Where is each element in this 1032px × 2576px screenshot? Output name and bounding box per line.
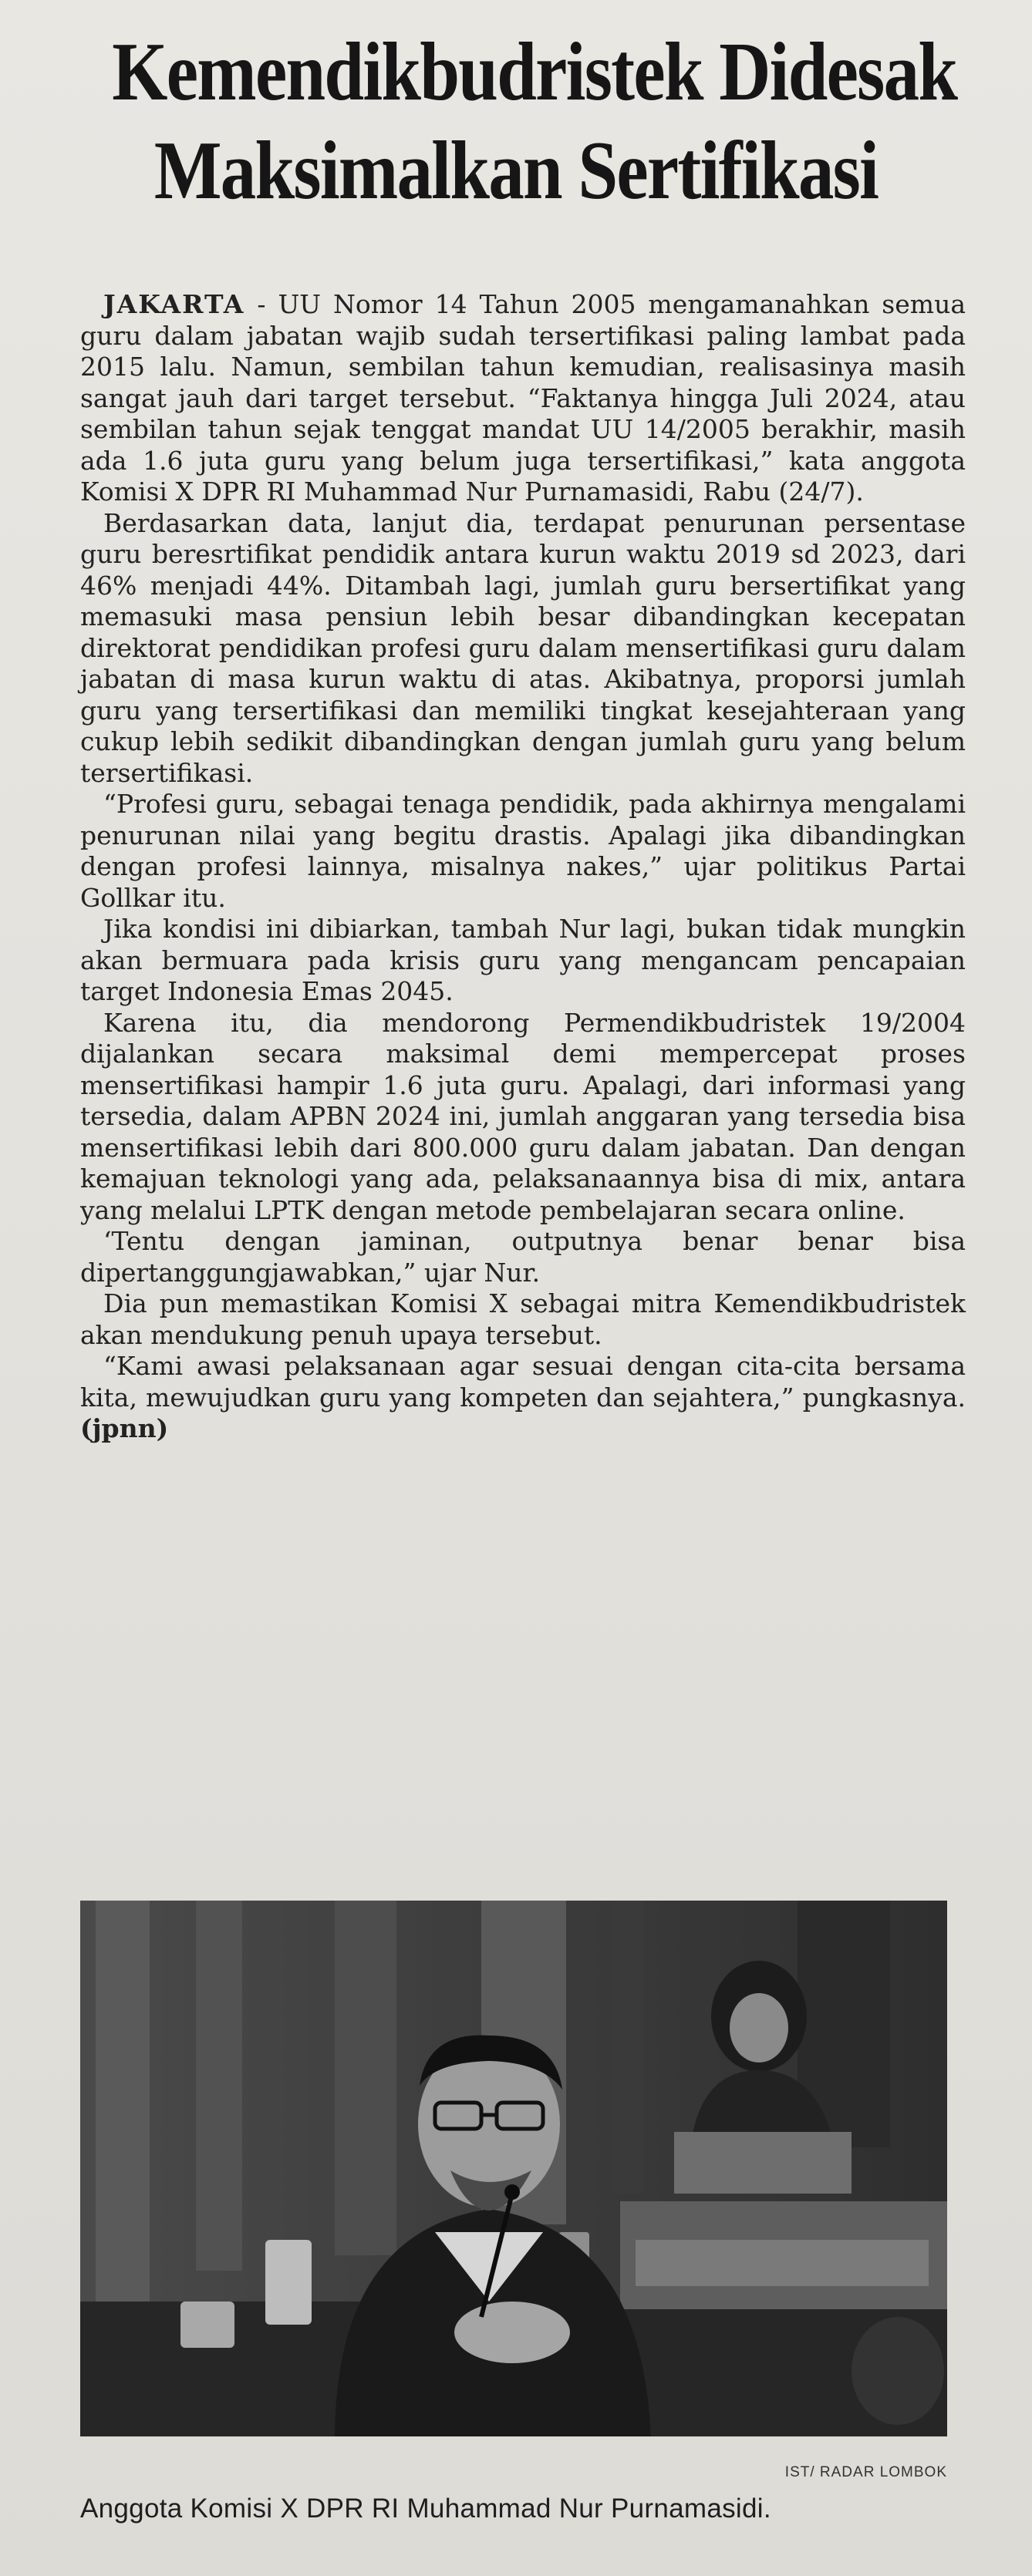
article-body (80, 289, 966, 1445)
paragraph: “Profesi guru, sebagai tenaga pendidik, pada akhirnya mengalami penurunan nilai yang begitu drastis. Apalagi jika dibandingkan dengan profesi lainnya, misalnya nakes,” ujar politikus Partai Gollkar itu. (80, 789, 966, 913)
photo-credit: IST/ RADAR LOMBOK (784, 2464, 947, 2480)
paragraph: Dia pun memastikan Komisi X sebagai mitra Kemendikbudristek akan mendukung penuh upaya tersebut. (80, 1288, 966, 1350)
closing-text: “Kami awasi pelaksanaan agar sesuai dengan cita-cita bersama kita, mewujudkan guru yang kompeten dan sejahtera,” pungkasnya. (80, 1351, 966, 1413)
paragraph: ‘Tentu dengan jaminan, outputnya benar benar bisa dipertanggungjawabkan,” ujar Nur. (80, 1226, 966, 1288)
photo-caption: Anggota Komisi X DPR RI Muhammad Nur Purnamasidi. (80, 2494, 771, 2524)
paragraph: Berdasarkan data, lanjut dia, terdapat penurunan persentase guru beresrtifikat pendidik antara kurun waktu 2019 sd 2023, dari 46% menjadi 44%. Ditambah lagi, jumlah guru bersertifikat yang memasuki masa pensiun lebih besar dibandingkan kecepatan direktorat pendidikan profesi guru dalam mensertifikasi guru dalam jabatan di masa kurun waktu di atas. Akibatnya, proporsi jumlah guru yang tersertifikasi dan memiliki tingkat kesejahteraan yang cukup lebih sedikit dibandingkan dengan jumlah guru yang belum tersertifikasi. (80, 507, 966, 788)
dateline: JAKARTA (103, 289, 245, 319)
photo-illustration (80, 1901, 947, 2436)
headline-line-1: Kemendikbudristek Didesak (112, 26, 957, 118)
headline (112, 23, 957, 221)
paragraph: Jika kondisi ini dibiarkan, tambah Nur lagi, bukan tidak mungkin akan bermuara pada krisis guru yang mengancam pencapaian target Indonesia Emas 2045. (80, 914, 966, 1006)
closing-paragraph (80, 1351, 966, 1445)
news-photo (80, 1901, 947, 2436)
headline-line-2: Maksimalkan Sertifikasi (153, 125, 879, 217)
paragraph: Karena itu, dia mendorong Permendikbudristek 19/2004 dijalankan secara maksimal demi mempercepat proses mensertifikasi hampir 1.6 juta guru. Apalagi, dari informasi yang tersedia, dalam APBN 2024 ini, jumlah anggaran yang tersedia bisa mensertifikasi lebih dari 800.000 guru dalam jabatan. Dan dengan kemajuan teknologi yang ada, pelaksanaannya bisa di mix, antara yang melalui LPTK dengan metode pembelajaran secara online. (80, 1007, 966, 1225)
lead-text: - UU Nomor 14 Tahun 2005 mengamanahkan semua guru dalam jabatan wajib sudah tersertifikasi paling lambat pada 2015 lalu. Namun, sembilan tahun kemudian, realisasinya masih sangat jauh dari target tersebut. “Faktanya hingga Juli 2024, atau sembilan tahun sejak tenggat mandat UU 14/2005 berakhir, masih ada 1.6 juta guru yang belum juga tersertifikasi,” kata anggota Komisi X DPR RI Muhammad Nur Purnamasidi, Rabu (24/7). (80, 289, 966, 507)
lead-paragraph (80, 289, 966, 508)
signoff: (jpnn) (80, 1413, 169, 1443)
